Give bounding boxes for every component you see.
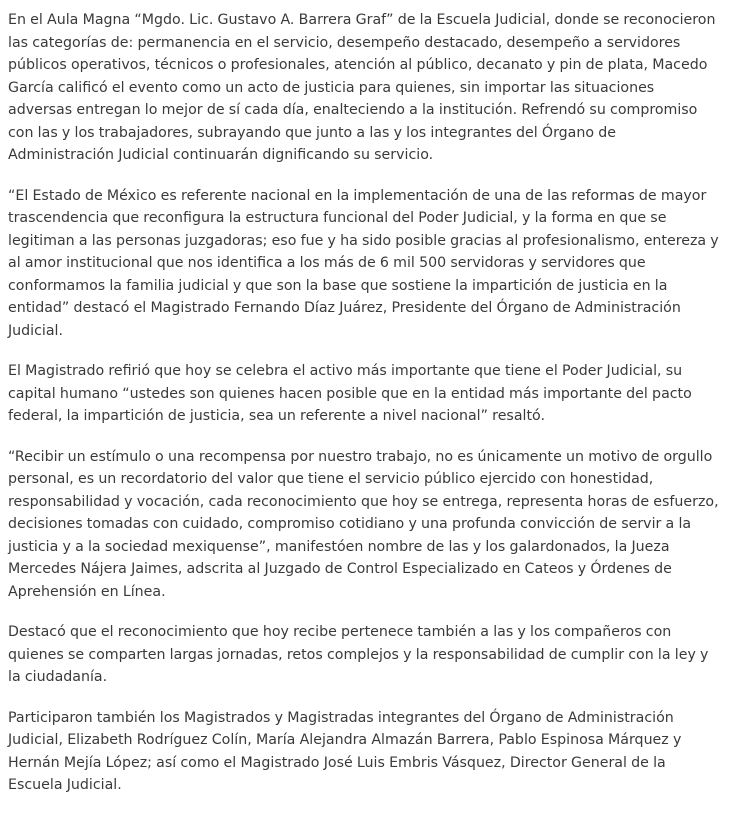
article-paragraph: Destacó que el reconocimiento que hoy recibe pertenece también a las y los compañeros con quienes se comparten largas jornadas, retos complejos y la responsabilidad de cumplir con la ley y la ciudadanía. bbox=[8, 624, 709, 685]
article-paragraph: “Recibir un estímulo o una recompensa por nuestro trabajo, no es únicamente un motivo de orgullo personal, es un recordatorio del valor que tiene el servicio público ejercido con honestidad, responsabilidad y vocación, cada reconocimiento que hoy se entrega, representa horas de esfuerzo, decisiones tomadas con cuidado, compromiso cotidiano y una profunda convicción de servir a la justicia y a la sociedad mexiquense”, manifestóen nombre de las y los galardonados, la Jueza Mercedes Nájera Jaimes, adscrita al Juzgado de Control Especializado en Cateos y Órdenes de Aprehensión en Línea. bbox=[8, 448, 719, 600]
article-paragraph: “El Estado de México es referente nacional en la implementación de una de las reformas de mayor trascendencia que reconfigura la estructura funcional del Poder Judicial, y la forma en que se legitiman a las personas juzgadoras; eso fue y ha sido posible gracias al profesionalismo, entereza y al amor institucional que nos identifica a los más de 6 mil 500 servidoras y servidores que conformamos la familia judicial y que son la base que sostiene la impartición de justicia en la entidad” destacó el Magistrado Fernando Díaz Juárez, Presidente del Órgano de Administración Judicial. bbox=[8, 187, 719, 339]
article-paragraph: En el Aula Magna “Mgdo. Lic. Gustavo A. Barrera Graf” de la Escuela Judicial, donde se reconocieron las categorías de: permanencia en el servicio, desempeño destacado, desempeño a servidores públicos operativos, técnicos o profesionales, atención al público, decanato y pin de plata, Macedo García calificó el evento como un acto de justicia para quienes, sin importar las situaciones adversas entregan lo mejor de sí cada día, enalteciendo a la institución. Refrendó su compromiso con las y los trabajadores, subrayando que junto a las y los integrantes del Órgano de Administración Judicial continuarán dignificando su servicio. bbox=[8, 12, 716, 163]
article-paragraph: El Magistrado refirió que hoy se celebra el activo más importante que tiene el Poder Judicial, su capital humano “ustedes son quienes hacen posible que en la entidad más importante del pacto federal, la impartición de justicia, sea un referente a nivel nacional” resaltó. bbox=[8, 363, 692, 424]
article-paragraph: Participaron también los Magistrados y Magistradas integrantes del Órgano de Administración Judicial, Elizabeth Rodríguez Colín, María Alejandra Almazán Barrera, Pablo Espinosa Márquez y Hernán Mejía López; así como el Magistrado José Luis Embris Vásquez, Director General de la Escuela Judicial. bbox=[8, 709, 682, 793]
